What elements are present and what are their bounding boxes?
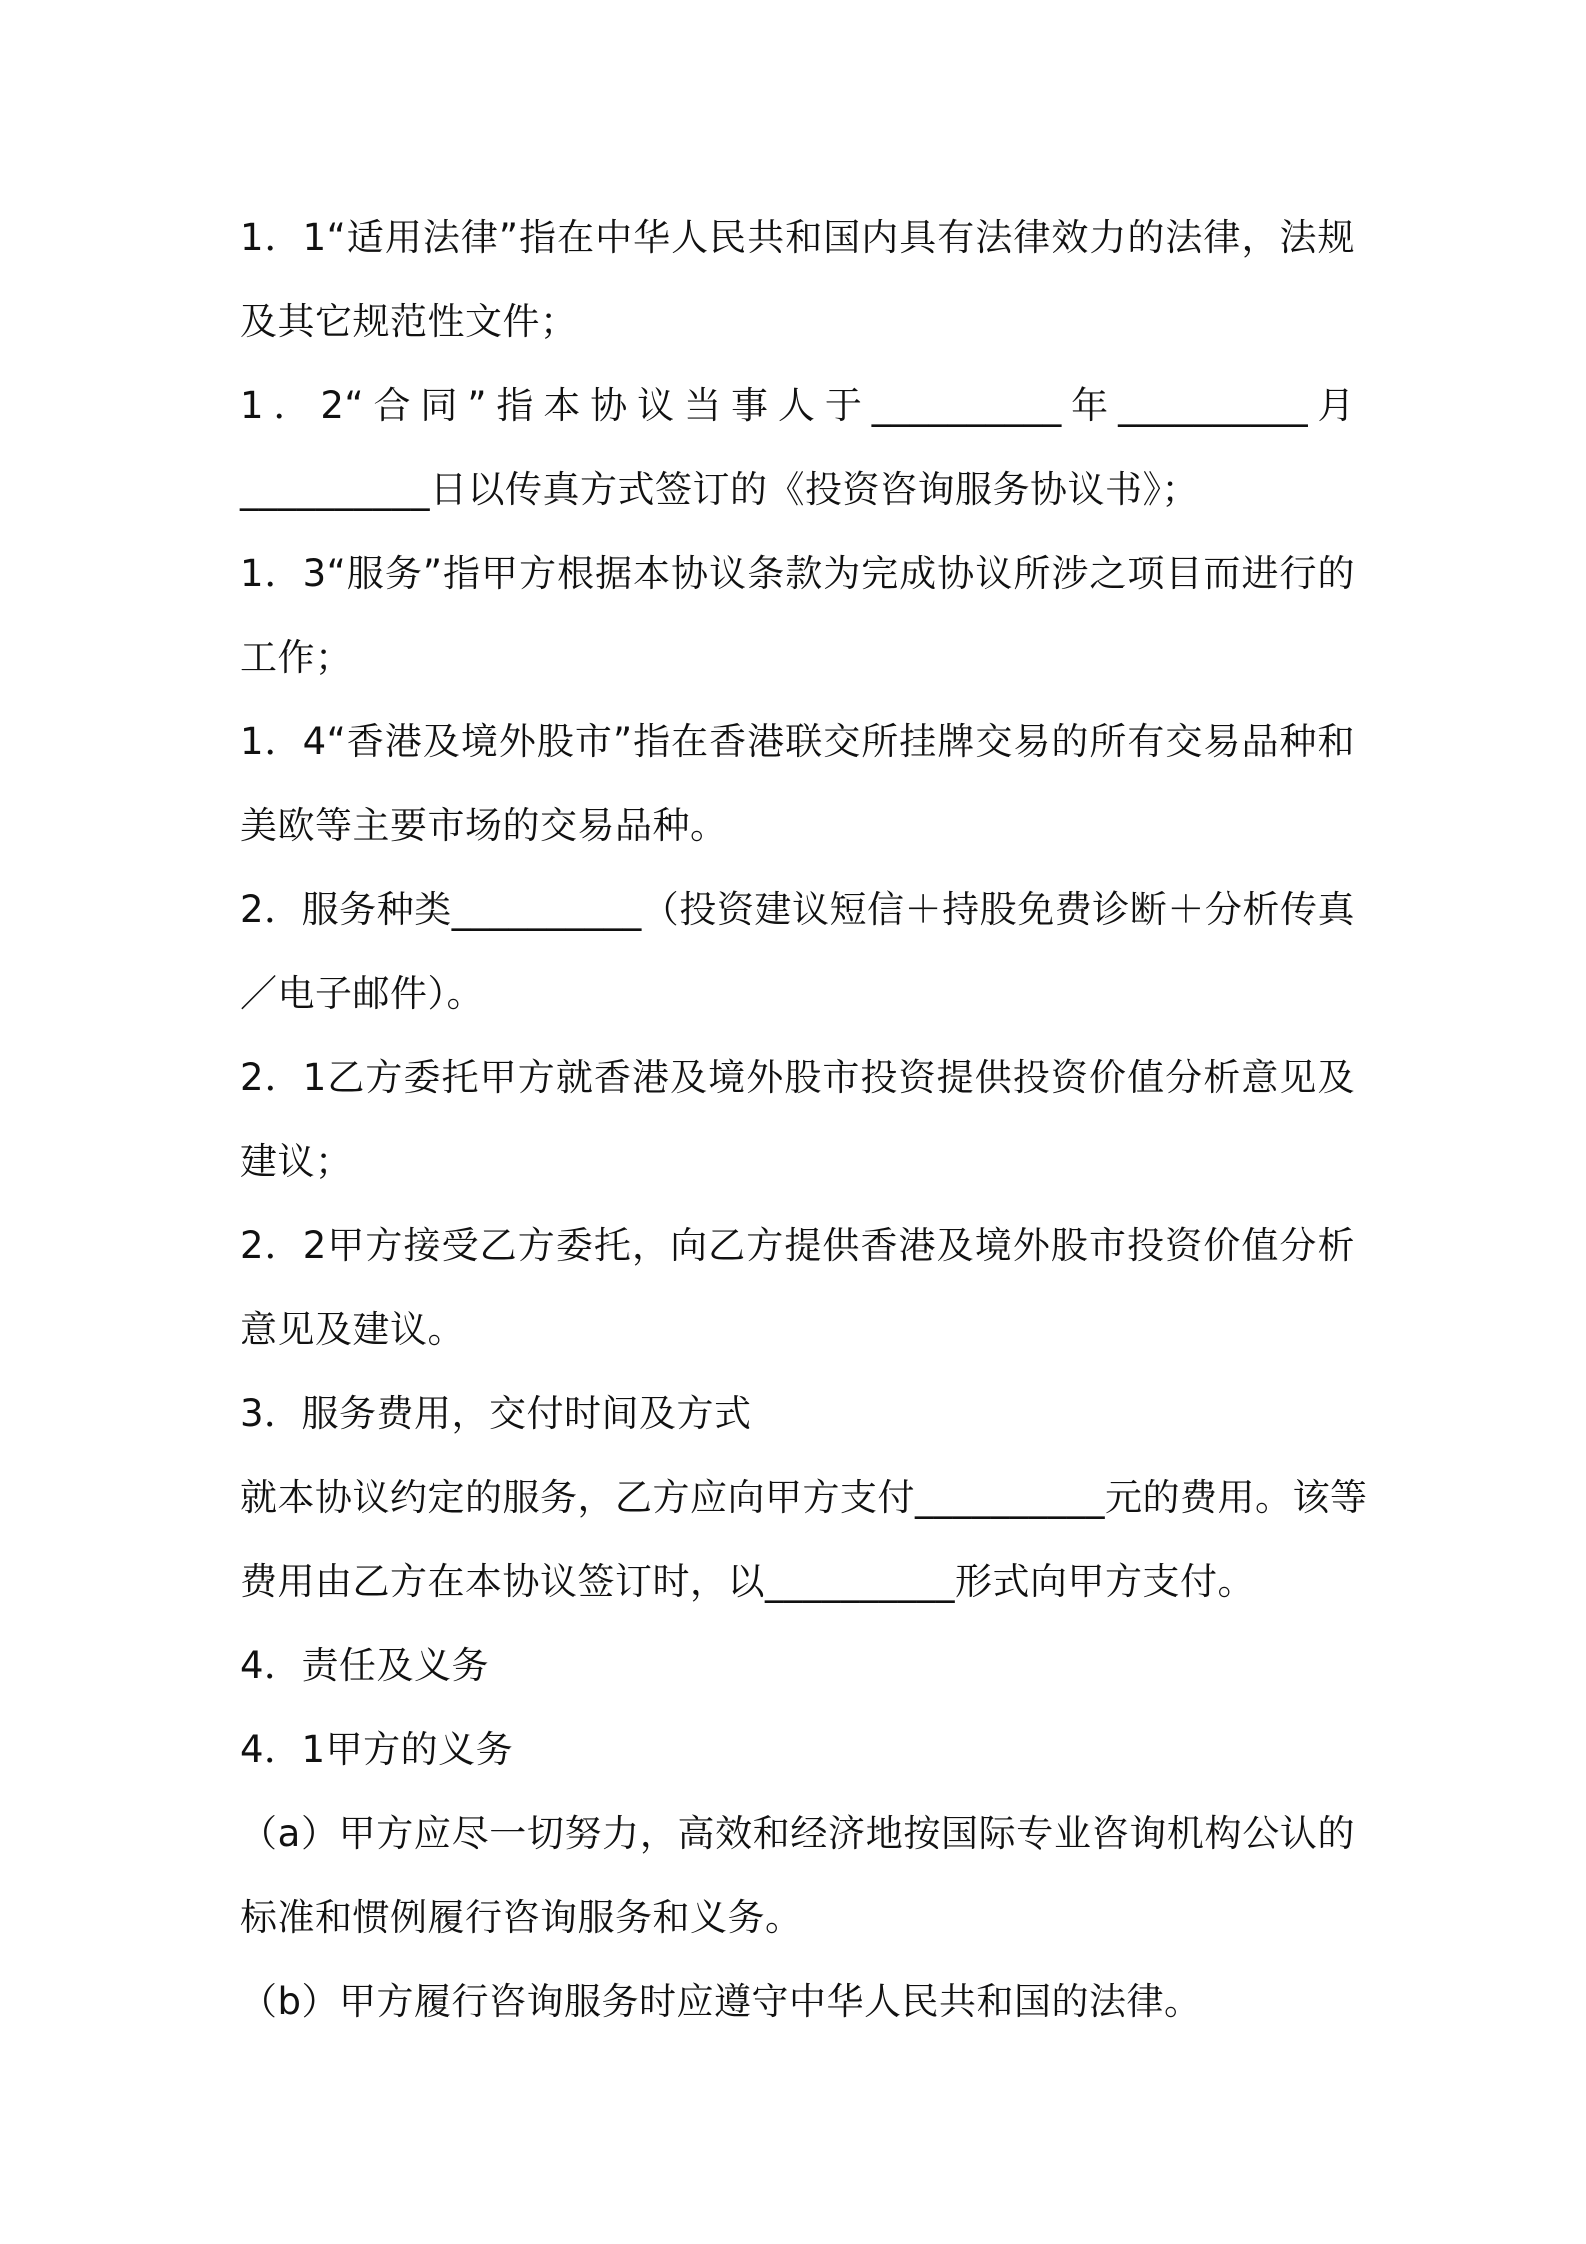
clause-2-1-line-2: 建议；: [240, 1140, 353, 1183]
clause-1-2-line-1: 1．2“合同”指本协议当事人于__________年__________月: [240, 384, 1355, 427]
clause-4-1-heading: 4．1甲方的义务: [240, 1728, 514, 1771]
clause-1-1-line-1: 1．1“适用法律”指在中华人民共和国内具有法律效力的法律，法规: [240, 216, 1355, 259]
clause-1-3-line-1: 1．3“服务”指甲方根据本协议条款为完成协议所涉之项目而进行的: [240, 552, 1355, 595]
clause-4-heading: 4．责任及义务: [240, 1644, 490, 1687]
clause-2-line-2: ／电子邮件）。: [240, 972, 484, 1015]
document-body: [240, 196, 1368, 2044]
clause-1-1-line-2: 及其它规范性文件；: [240, 300, 578, 343]
clause-4-1-b-line-1: （b）甲方履行咨询服务时应遵守中华人民共和国的法律。: [240, 1980, 1202, 2023]
clause-3-line-2: 费用由乙方在本协议签订时，以__________形式向甲方支付。: [240, 1560, 1255, 1603]
clause-3-line-1: 就本协议约定的服务，乙方应向甲方支付__________元的费用。该等: [240, 1476, 1368, 1519]
clause-2-2-line-2: 意见及建议。: [240, 1308, 465, 1351]
clause-1-4-line-1: 1．4“香港及境外股市”指在香港联交所挂牌交易的所有交易品种和: [240, 720, 1355, 763]
clause-1-2-line-2: __________日以传真方式签订的《投资咨询服务协议书》；: [240, 468, 1199, 511]
clause-4-1-a-line-1: （a）甲方应尽一切努力，高效和经济地按国际专业咨询机构公认的: [240, 1812, 1355, 1855]
clause-2-1-line-1: 2．1乙方委托甲方就香港及境外股市投资提供投资价值分析意见及: [240, 1056, 1355, 1099]
clause-2-2-line-1: 2．2甲方接受乙方委托，向乙方提供香港及境外股市投资价值分析: [240, 1224, 1355, 1267]
clause-1-3-line-2: 工作；: [240, 636, 353, 679]
clause-3-heading: 3．服务费用，交付时间及方式: [240, 1392, 752, 1435]
clause-2-line-1: 2．服务种类__________（投资建议短信＋持股免费诊断＋分析传真: [240, 888, 1355, 931]
clause-4-1-a-line-2: 标准和惯例履行咨询服务和义务。: [240, 1896, 803, 1939]
clause-1-4-line-2: 美欧等主要市场的交易品种。: [240, 804, 728, 847]
